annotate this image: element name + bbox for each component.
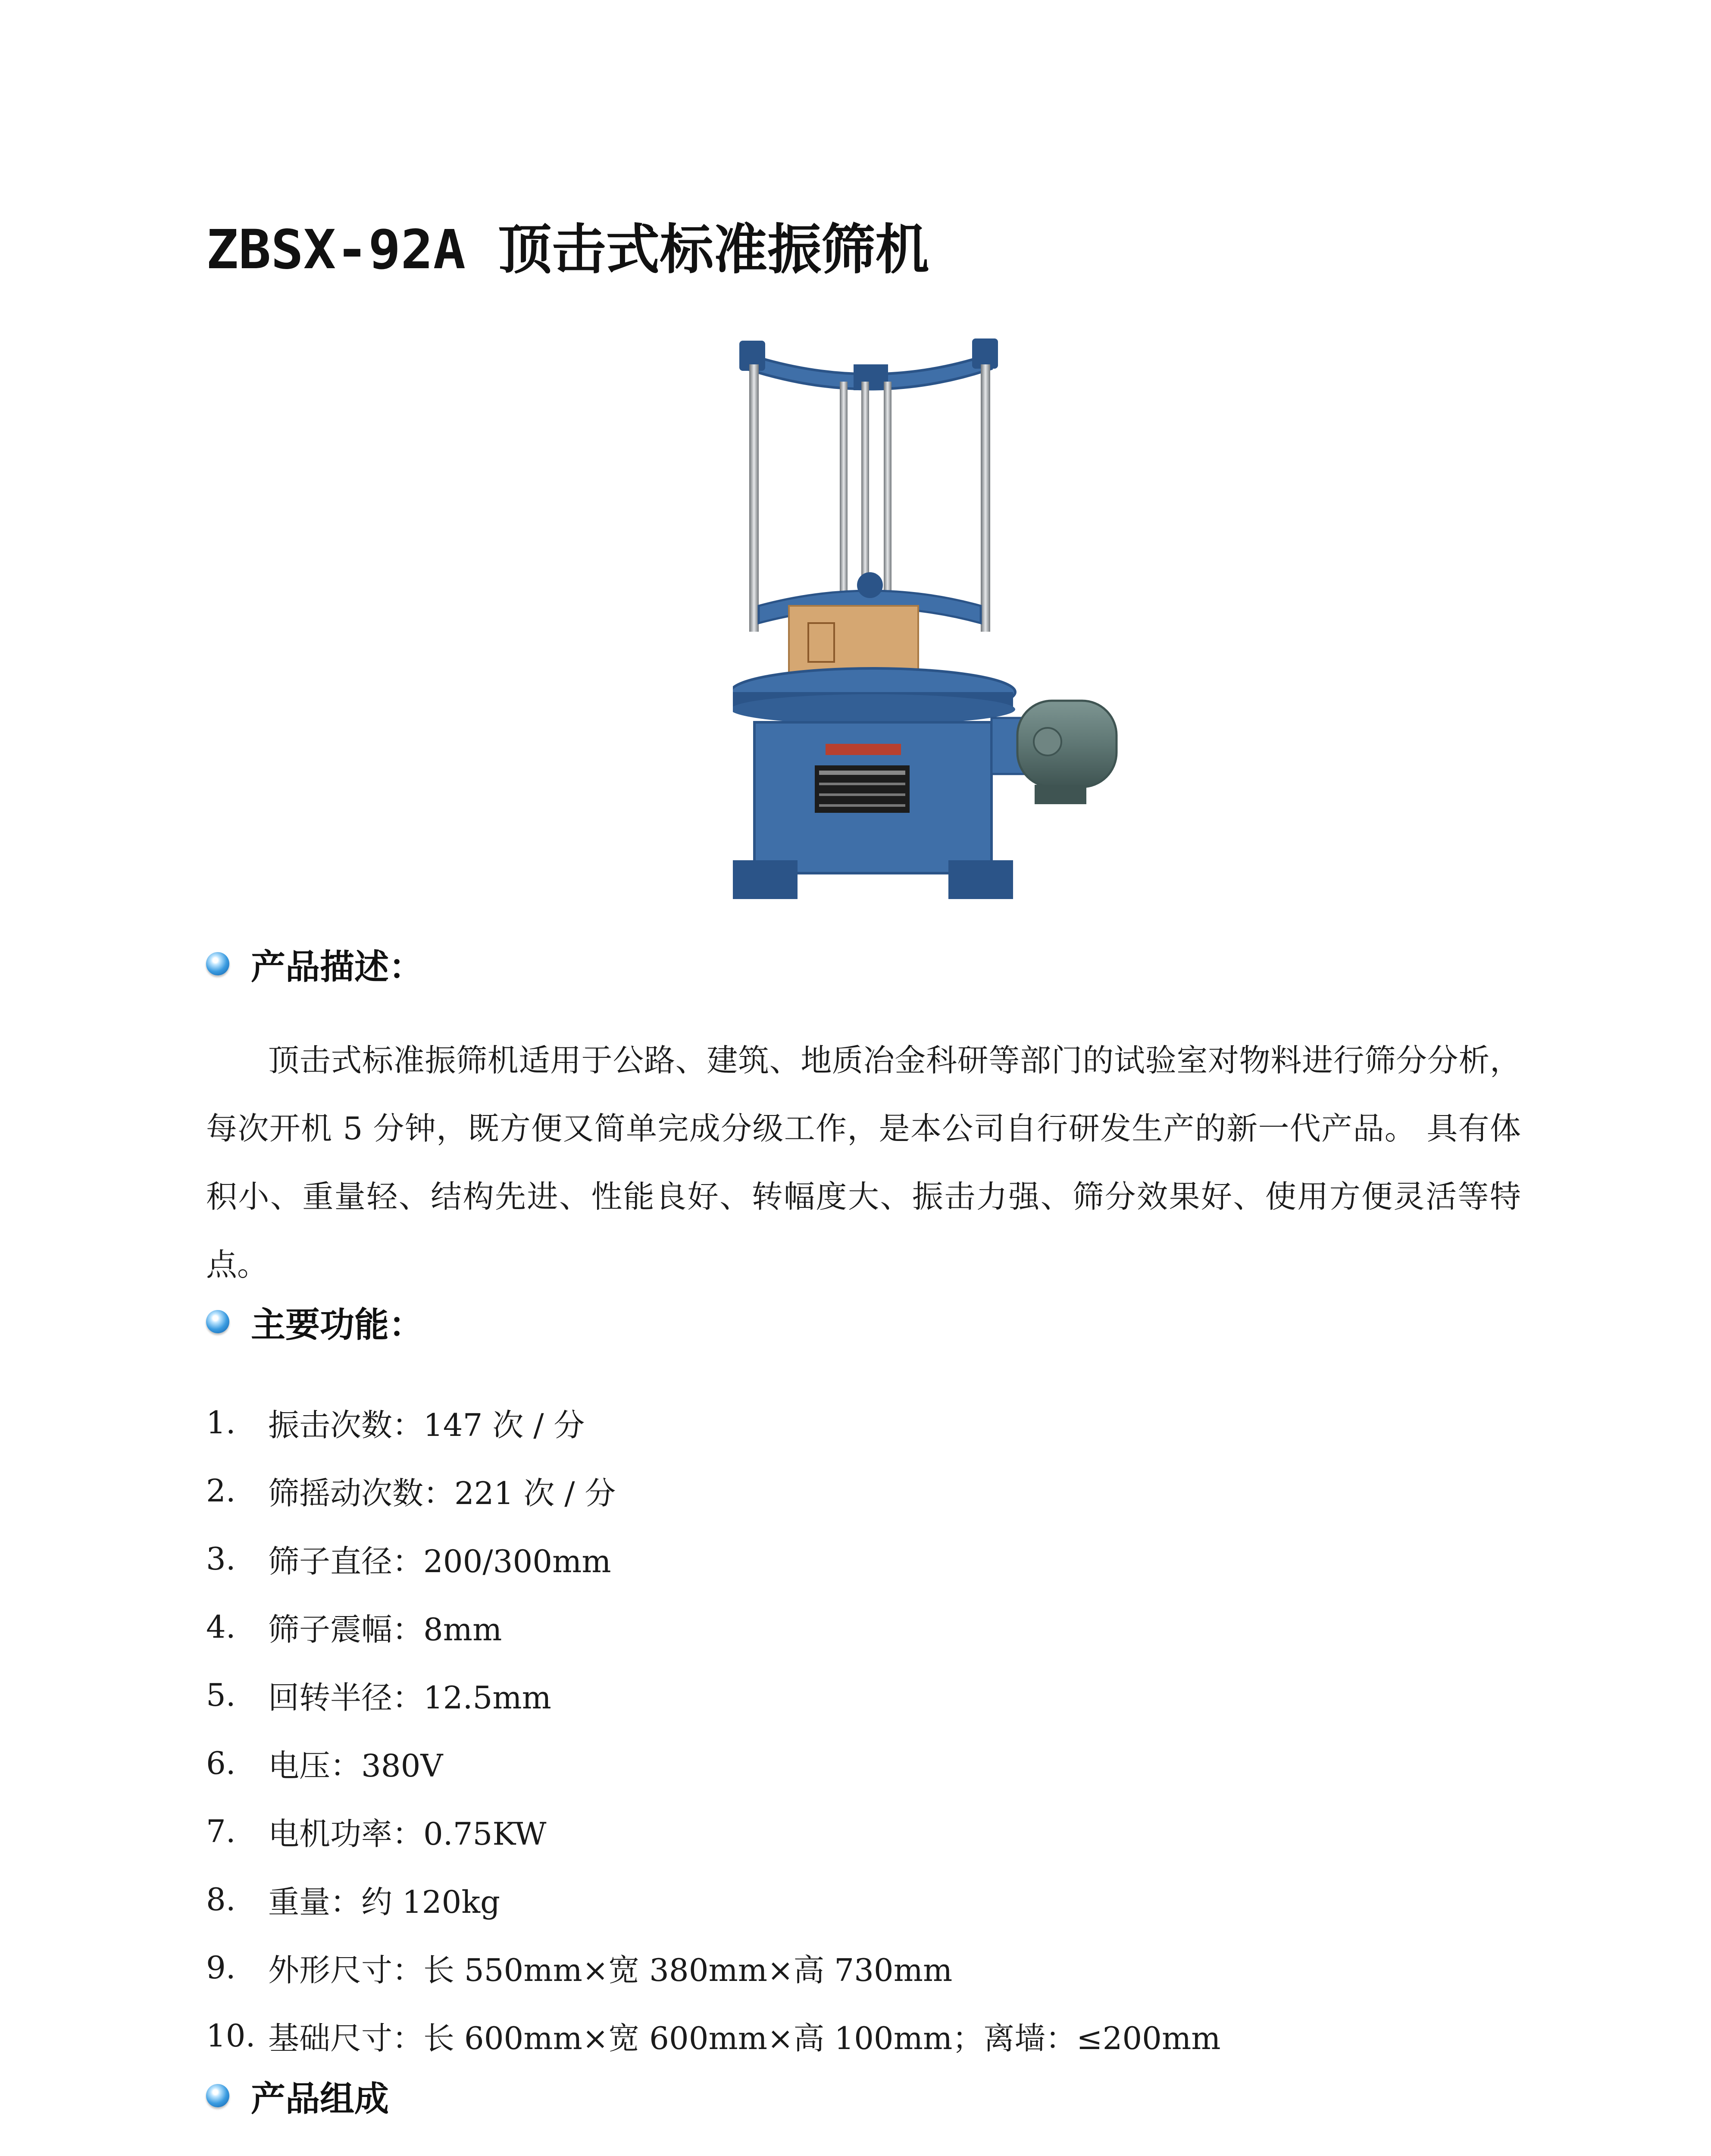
list-item: [206, 1661, 1221, 1729]
blue-bullet-icon: [206, 952, 229, 975]
page-title: ZBSX-92A 顶击式标准振筛机: [206, 219, 929, 281]
list-item: [206, 1797, 1221, 1865]
list-item-text: 振击次数：147 次 / 分: [268, 1407, 585, 1443]
list-item: [206, 1457, 1221, 1525]
section-heading-composition: [206, 2072, 389, 2119]
list-item-number: 2.: [206, 1473, 236, 1509]
blue-bullet-icon: [206, 1310, 229, 1333]
section-heading-label: 主要功能：: [251, 1304, 423, 1345]
list-item: [206, 2002, 1221, 2070]
list-item-text: 基础尺寸：长 600mm×宽 600mm×高 100mm；离墙：≤200mm: [268, 2020, 1221, 2056]
list-item: [206, 1593, 1221, 1661]
list-item-number: 4.: [206, 1609, 236, 1645]
list-item-number: 1.: [206, 1404, 236, 1441]
list-item-text: 电压：380V: [268, 1748, 443, 1784]
list-item-text: 筛子震幅：8mm: [268, 1611, 502, 1648]
list-item-number: 9.: [206, 1949, 236, 1986]
list-item-number: 6.: [206, 1745, 236, 1781]
section-heading-features: [206, 1298, 423, 1345]
section-heading-label: 产品描述：: [251, 946, 423, 987]
section-heading-label: 产品组成: [251, 2078, 389, 2119]
list-item-number: 8.: [206, 1881, 236, 1918]
list-item: [206, 1934, 1221, 2002]
blue-bullet-icon: [206, 2084, 229, 2107]
features-list: [206, 1388, 1221, 2070]
list-item-text: 外形尺寸：长 550mm×宽 380mm×高 730mm: [268, 1952, 953, 1988]
list-item: [206, 1865, 1221, 1934]
list-item-text: 回转半径：12.5mm: [268, 1680, 551, 1716]
list-item: [206, 1525, 1221, 1593]
list-item-text: 电机功率：0.75KW: [268, 1816, 547, 1852]
list-item-text: 筛摇动次数：221 次 / 分: [268, 1475, 616, 1511]
list-item: [206, 1729, 1221, 1797]
section-heading-description: [206, 940, 423, 987]
list-item-number: 3.: [206, 1541, 236, 1577]
list-item-text: 重量：约 120kg: [268, 1884, 500, 1920]
product-photo: [733, 321, 1134, 912]
description-paragraph: 顶击式标准振筛机适用于公路、建筑、地质冶金科研等部门的试验室对物料进行筛分分析，每次开机 5 分钟，既方便又简单完成分级工作，是本公司自行研发生产的新一代产品。 具有体积小、重量轻、结构先进、性能良好、转幅度大、振击力强、筛分效果好、使用方便灵活等特点。: [206, 1042, 1521, 1283]
list-item-text: 筛子直径：200/300mm: [268, 1543, 611, 1579]
list-item-number: 5.: [206, 1677, 236, 1713]
list-item-number: 10.: [206, 2018, 256, 2054]
list-item: [206, 1388, 1221, 1457]
list-item-number: 7.: [206, 1813, 236, 1849]
